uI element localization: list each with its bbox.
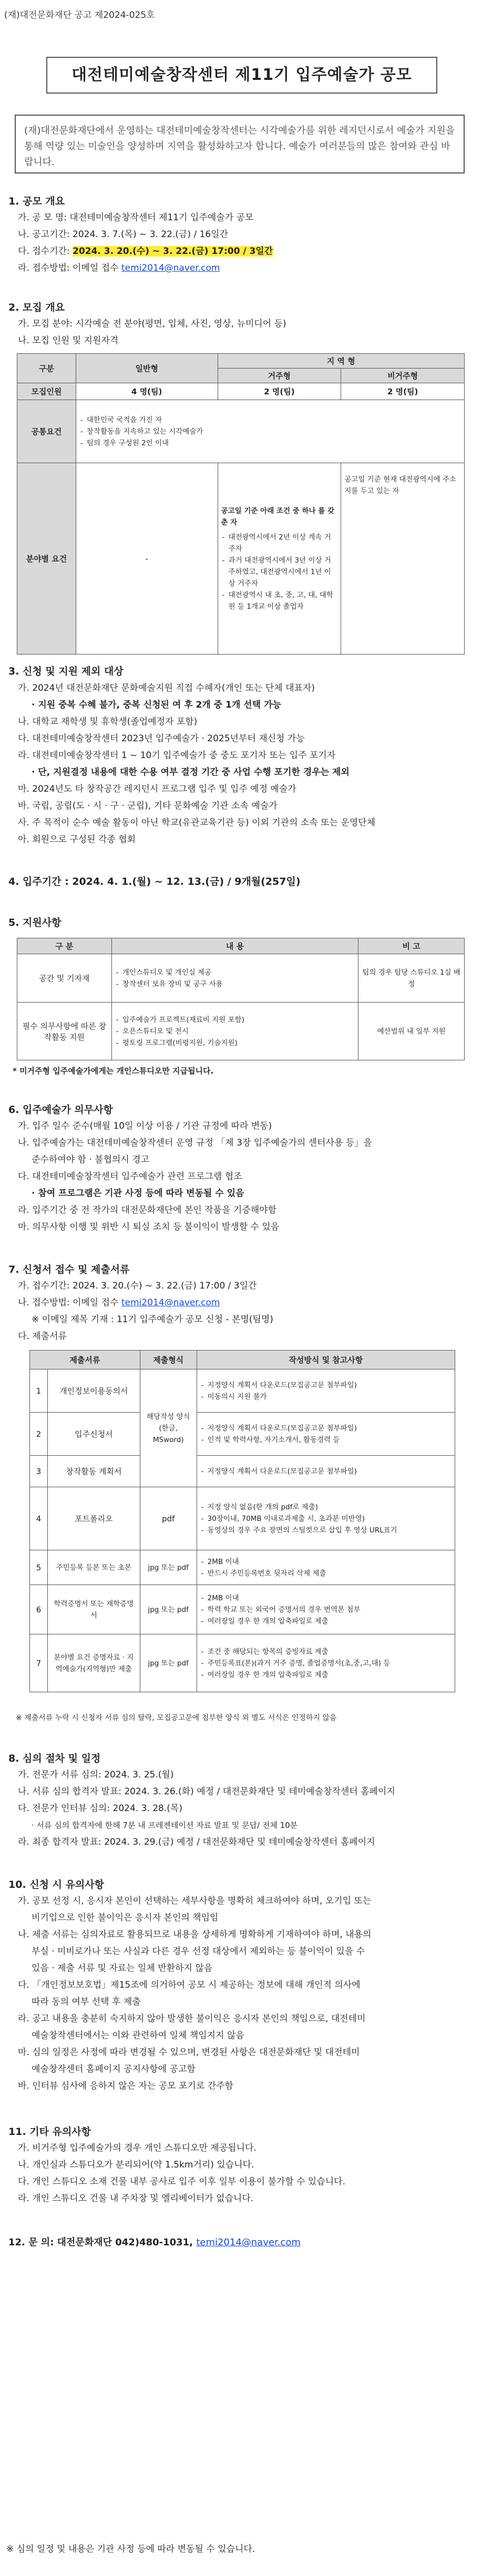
- section-title-6: 6. 입주예술가 의무사항: [8, 1104, 113, 1116]
- doc-note: - 학력 학교 또는 외국어 증명서의 경우 번역본 첨부: [208, 1604, 452, 1616]
- resident-req-item: - 대전광역시에서 2년 이상 계속 거주자: [229, 531, 338, 555]
- s11-line: 가. 비거주형 입주예술가의 경우 개인 스튜디오만 제공됩니다.: [18, 2143, 257, 2153]
- section-title-2: 2. 모집 개요: [8, 302, 65, 313]
- support-header-content: 내 용: [111, 938, 358, 954]
- page-title: 대전테미예술창작센터 제11기 입주예술가 공모: [46, 57, 437, 94]
- s8-line: · 서류 심의 합격자에 한해 7분 내 프레젠테이션 자료 발표 및 문답/ 전체 10분: [32, 1821, 298, 1830]
- section-title-11: 11. 기타 유의사항: [8, 2126, 91, 2138]
- support-row-items: [111, 954, 358, 1003]
- doc-notes: [197, 1369, 455, 1413]
- s6-line: 라. 입주기간 중 전 작가의 대전문화재단에 본인 작품을 기증해야함: [18, 1205, 277, 1215]
- intro-box: (재)대전문화재단에서 운영하는 대전테미예술창작센터는 시각예술가를 위한 레지던시로서 예술가 지원을 통해 역량 있는 미술인을 양성하며 지역을 활성화하고자 합니다. 예술가 여러분들의 많은 참여와 관심 바랍니다.: [15, 115, 465, 173]
- support-header-division: 구 분: [17, 938, 112, 954]
- docs-header-doc: 제출서류: [30, 1351, 140, 1369]
- cell-field-resident: [218, 463, 341, 655]
- s3-line: · 지원 중복 수혜 불가, 중복 신청된 여 후 2개 중 1개 선택 가능: [32, 700, 281, 710]
- doc-no: 3: [30, 1456, 48, 1487]
- doc-name: 분야별 요건 증명자료 · 지역예술가(지역형)만 제출: [47, 1634, 140, 1692]
- resident-req-item: - 대전광역시 내 초, 중, 고, 대, 대학원 등 1개교 이상 졸업자: [229, 589, 338, 612]
- doc-name: 입주신청서: [47, 1413, 140, 1456]
- common-req-item: - 대한민국 국적을 가진 자: [87, 414, 461, 426]
- doc-no: 1: [30, 1369, 48, 1413]
- support-row-label: 필수 의무사항에 따른 창작활동 지원: [17, 1003, 112, 1060]
- s3-line: 마. 2024년도 타 창작공간 레지던시 프로그램 입주 및 입주 예정 예술가: [18, 784, 296, 794]
- support-row-label: 공간 및 기자재: [17, 954, 112, 1003]
- doc-name: 포트폴리오: [47, 1487, 140, 1550]
- docs-header-format: 제출형식: [140, 1351, 197, 1369]
- s1-line-d-label: 라. 접수방법: 이메일 접수: [18, 263, 121, 273]
- s7-line-c: 다. 제출서류: [18, 1331, 67, 1342]
- support-row-note: 예산범위 내 일부 지원: [358, 1003, 465, 1060]
- col-header-division: 구분: [17, 354, 76, 383]
- support-item: - 평토링 프로그램(비평지원, 기술지원): [122, 1037, 355, 1049]
- s10-line: 나. 제출 서류는 심의자료로 활용되므로 내용을 상세하게 명확하게 기재하여야 하며, 내용의: [18, 1929, 372, 1940]
- s8-line: 라. 최종 합격자 발표: 2024. 3. 29.(금) 예정 / 대전문화재단 및 테미예술창작센터 홈페이지: [18, 1837, 375, 1847]
- doc-note: - 여러장일 경우 한 개의 압축파일로 제출: [208, 1669, 452, 1681]
- doc-no: 4: [30, 1487, 48, 1550]
- s10-line: 마. 심의 일정은 사정에 따라 변경될 수 있으며, 변경된 사항은 대전문화재단 및 대전테미: [18, 2047, 360, 2058]
- email-link[interactable]: temi2014@naver.com: [121, 263, 220, 273]
- s10-line: 예술창작센터 홈페이지 공지사항에 공고함: [32, 2064, 196, 2074]
- col-header-nonresident: 비거주형: [341, 369, 465, 383]
- doc-format: jpg 또는 pdf: [140, 1634, 197, 1692]
- doc-no: 6: [30, 1585, 48, 1634]
- doc-note: - 동영상의 경우 주요 장면의 스틸컷으로 삽입 후 영상 URL표기: [208, 1525, 452, 1536]
- doc-format: jpg 또는 pdf: [140, 1585, 197, 1634]
- support-item: - 개인스튜디오 및 개인실 제공: [122, 967, 355, 978]
- section-title-4: 4. 입주기간 : 2024. 4. 1.(월) ~ 12. 13.(금) / 9개월(257일): [8, 876, 301, 887]
- doc-note: - 2MB 이내: [208, 1556, 452, 1568]
- s11-line: 라. 개인 스튜디오 건물 내 주차장 및 엘리베이터가 없습니다.: [18, 2193, 254, 2204]
- common-req-item: - 창작활동을 지속하고 있는 시각예술가: [87, 426, 461, 437]
- doc-name: 개인정보이용동의서: [47, 1369, 140, 1413]
- doc-format-merged: 해당작성 양식 (한글, MSword): [140, 1369, 197, 1487]
- s10-line: 비기입으로 인한 불이익은 응시자 본인의 책임임: [32, 1913, 219, 1923]
- s1-line-a: 가. 공 모 명: 대전테미예술창작센터 제11기 입주예술가 공모: [18, 212, 254, 223]
- resident-req-item: - 과거 대전광역시에서 3년 이상 거주하였고, 대전광역시에서 1년 이상 거주자: [229, 555, 338, 589]
- contact-label: 12. 문 의: 대전문화재단 042)480-1031,: [8, 2237, 197, 2248]
- application-period-highlight: 2024. 3. 20.(수) ~ 3. 22.(금) 17:00 / 3일간: [73, 246, 273, 257]
- doc-note: - 여러장일 경우 한 개의 압축파일로 제출: [208, 1616, 452, 1627]
- s7-email-note: ※ 이메일 제목 기재 : 11기 입주예술가 공모 신청 - 본명(팀명): [32, 1314, 273, 1325]
- s6-line: 준수하여야 함 · 불협의시 경고: [32, 1154, 150, 1165]
- s8-line: 다. 전문가 인터뷰 심의: 2024. 3. 28.(목): [18, 1803, 182, 1814]
- doc-name: 학력증명서 또는 재학증명서: [47, 1585, 140, 1634]
- doc-no: 7: [30, 1634, 48, 1692]
- row-label-count: 모집인원: [17, 383, 76, 400]
- s1-line-d: [18, 262, 220, 274]
- s10-line: 가. 공모 선정 시, 응시자 본인이 선택하는 세부사항을 명확히 체크하여야 하며, 오기입 또는: [18, 1896, 372, 1906]
- cell-common-requirements: [76, 400, 464, 463]
- s10-line: 있음 · 제출 서류 및 자료는 일체 반환하지 않음: [32, 1963, 213, 1974]
- support-table: [17, 938, 465, 1060]
- s8-line: 가. 전문가 서류 심의: 2024. 3. 25.(월): [18, 1770, 174, 1780]
- col-header-region: 지 역 형: [218, 354, 464, 369]
- doc-note: - 반드시 주민등록번호 뒷자리 삭제 제출: [208, 1568, 452, 1579]
- email-link[interactable]: temi2014@naver.com: [121, 1297, 220, 1308]
- s7-line-b-label: 나. 접수방법: 이메일 접수: [18, 1297, 121, 1308]
- section-title-8: 8. 심의 절차 및 일정: [8, 1753, 101, 1764]
- recruit-table: [17, 353, 465, 655]
- s7-line-a: 가. 접수기간: 2024. 3. 20.(수) ~ 3. 22.(금) 17:00 / 3일간: [18, 1281, 257, 1291]
- s3-line: 나. 대학교 재학생 및 휴학생(졸업예정자 포함): [18, 717, 198, 727]
- email-link[interactable]: temi2014@naver.com: [196, 2237, 301, 2248]
- s10-line: 따라 동의 여부 선택 후 제출: [32, 1997, 141, 2007]
- doc-notes: [197, 1413, 455, 1456]
- s3-line: 아. 회원으로 구성된 각종 협회: [18, 834, 136, 845]
- doc-notes: [197, 1634, 455, 1692]
- support-row-items: [111, 1003, 358, 1060]
- section-title-5: 5. 지원사항: [8, 917, 61, 928]
- doc-format: pdf: [140, 1487, 197, 1550]
- s10-line: 부실 · 미비로가나 또는 사실과 다른 경우 선정 대상에서 제외하는 등 불이익이 있을 수: [32, 1946, 365, 1957]
- s6-line: · 참여 프로그램은 기관 사정 등에 따라 변동될 수 있음: [32, 1188, 244, 1199]
- s11-line: 나. 개인실과 스튜디오가 분리되어(약 1.5km거리) 있습니다.: [18, 2160, 254, 2170]
- s1-line-c: [18, 245, 273, 258]
- cell-field-general: -: [76, 463, 218, 655]
- doc-name: 창작활동 계획서: [47, 1456, 140, 1487]
- footer-note: ※ 심의 일정 및 내용은 기관 사정 등에 따라 변동될 수 있습니다.: [6, 2544, 255, 2554]
- s8-line: 나. 서류 심의 합격자 발표: 2024. 3. 26.(화) 예정 / 대전문화재단 및 테미예술창작센터 홈페이지: [18, 1786, 395, 1797]
- resident-req-head: 공고일 기준 아래 조건 중 하나 를 갖춘 자: [221, 506, 335, 527]
- s3-line: 사. 주 목적이 순수 예술 활동이 아닌 학교(유관교육기관 등) 이외 기관의 소속 또는 운영단체: [18, 817, 376, 828]
- s3-line: 다. 대전테미예술창작센터 2023년 입주예술가 · 2025년부터 재신청 가능: [18, 733, 305, 744]
- cell-field-nonresident: 공고일 기준 현재 대전광역시에 주소지를 두고 있는 자: [341, 463, 465, 655]
- col-header-resident: 거주형: [218, 369, 341, 383]
- section-title-1: 1. 공모 개요: [8, 196, 65, 207]
- s10-line: 라. 공고 내용을 충분히 숙지하지 않아 발생한 불이익은 응시자 본인의 책임으로, 대전테미: [18, 2013, 366, 2024]
- doc-name: 주민등록 등본 또는 초본: [47, 1550, 140, 1585]
- s11-line: 다. 개인 스튜디오 소재 건물 내부 공사로 입주 이후 일부 이용이 불가할 수 있습니다.: [18, 2176, 345, 2187]
- s6-line: 마. 의무사항 이행 및 위반 시 퇴실 조치 등 불이익이 발생할 수 있음: [18, 1222, 280, 1232]
- doc-notes: [197, 1456, 455, 1487]
- support-item: - 창작센터 보유 장비 및 공구 사용: [122, 978, 355, 990]
- s1-line-b: 나. 공고기간: 2024. 3. 7.(목) ~ 3. 22.(금) / 16일간: [18, 229, 229, 240]
- notice-number: (재)대전문화재단 공고 제2024-025호: [4, 10, 155, 21]
- support-item: - 오픈스튜디오 및 전시: [122, 1026, 355, 1037]
- doc-note: - 30장이내, 70MB 이내로과제출 시, 초과분 미반영): [208, 1513, 452, 1525]
- doc-note: - 지정 양식 없음(한 개의 pdf로 제출): [208, 1501, 452, 1513]
- docs-header-notes: 작성방식 및 참고사항: [197, 1351, 455, 1369]
- section-title-10: 10. 신청 시 유의사항: [8, 1879, 104, 1890]
- support-row-note: 팀의 경우 팀당 스튜디오 1실 배정: [358, 954, 465, 1003]
- row-label-common: 공통요건: [17, 400, 76, 463]
- s7-line-b: [18, 1296, 220, 1309]
- section-title-7: 7. 신청서 접수 및 제출서류: [8, 1264, 130, 1275]
- s3-line: · 단, 지원결정 내용에 대한 수용 여부 결정 기간 중 사업 수행 포기한 경우는 제외: [32, 767, 350, 778]
- s1-line-c-label: 다. 접수기간:: [18, 246, 73, 257]
- common-req-item: - 팀의 경우 구성원 2인 이내: [87, 437, 461, 449]
- s6-line: 나. 입주예술가는 대전테미예술창작센터 운영 규정 「제 3장 입주예술가의 센터사용 등」을: [18, 1138, 372, 1148]
- s3-line: 라. 대전테미예술창작센터 1 ~ 10기 입주예술가 중 중도 포기자 또는 입주 포기자: [18, 750, 336, 761]
- doc-note: - 지정양식 계획서 다운로드(모집공고문 첨부파일): [208, 1466, 452, 1477]
- cell-count-resident: 2 명(팀): [218, 383, 341, 400]
- doc-notes: [197, 1487, 455, 1550]
- doc-note: - 인적 및 학력사항, 자기소개서, 활동경력 등: [208, 1434, 452, 1446]
- s6-line: 가. 입주 일수 준수(매월 10일 이상 이용 / 기관 규정에 따라 변동): [18, 1121, 272, 1131]
- s10-line: 다. 「개인정보보호법」제15조에 의거하여 공모 시 제공하는 정보에 대해 개인적 의사에: [18, 1980, 361, 1990]
- doc-note: - 지정양식 계획서 다운로드(모집공고문 첨부파일): [208, 1423, 452, 1434]
- cell-count-nonresident: 2 명(팀): [341, 383, 465, 400]
- row-label-field: 분야별 요건: [17, 463, 76, 655]
- col-header-general: 일반형: [76, 354, 218, 383]
- support-header-note: 비 고: [358, 938, 465, 954]
- doc-no: 5: [30, 1550, 48, 1585]
- doc-format: jpg 또는 pdf: [140, 1550, 197, 1585]
- documents-table: [29, 1350, 455, 1692]
- doc-note: - 주민등록표(본)(과거 거주 증명, 졸업증명서(초,중,고,대) 등: [208, 1658, 452, 1669]
- s10-line: 바. 인터뷰 심사에 응하지 않은 자는 공모 포기로 간주함: [18, 2081, 233, 2091]
- support-item: - 입주예술가 프로젝트(재료비 지원 포함): [122, 1014, 355, 1026]
- s3-line: 가. 2024년 대전문화재단 문화예술지원 직접 수혜자(개인 또는 단체 대표자): [18, 683, 315, 693]
- s3-line: 바. 국립, 공립(도 · 시 · 구 · 군립), 기타 문화예술 기관 소속 예술가: [18, 801, 278, 811]
- doc-notes: [197, 1550, 455, 1585]
- s2-line-a: 가. 모집 분야: 시각예술 전 분야(평면, 입체, 사진, 영상, 뉴미디어 등): [18, 319, 286, 329]
- doc-note: - 조건 중 해당되는 항목의 증빙자료 제출: [208, 1646, 452, 1658]
- doc-notes: [197, 1585, 455, 1634]
- docs-footnote: ※ 제출서류 누락 시 신청자 서류 심의 탈락, 모집공고문에 첨부한 양식 외 별도 서식은 인정하지 않음: [16, 1714, 337, 1722]
- doc-no: 2: [30, 1413, 48, 1456]
- doc-note: - 지정양식 계획서 다운로드(모집공고문 첨부파일): [208, 1379, 452, 1391]
- s10-line: 예술창작센터에서는 이와 관련하여 일체 책임지지 않음: [32, 2030, 244, 2041]
- s6-line: 다. 대전테미예술창작센터 입주예술가 관련 프로그램 협조: [18, 1171, 242, 1182]
- support-footnote: * 미거주형 입주예술가에게는 개인스튜디오만 지급됩니다.: [13, 1066, 214, 1076]
- doc-note: - 미동의시 지원 불가: [208, 1391, 452, 1403]
- section-title-3: 3. 신청 및 지원 제외 대상: [8, 666, 124, 677]
- cell-count-general: 4 명(팀): [76, 383, 218, 400]
- doc-note: - 2MB 이내: [208, 1592, 452, 1604]
- contact-line: [8, 2236, 301, 2249]
- s2-line-b: 나. 모집 인원 및 지원자격: [18, 335, 119, 346]
